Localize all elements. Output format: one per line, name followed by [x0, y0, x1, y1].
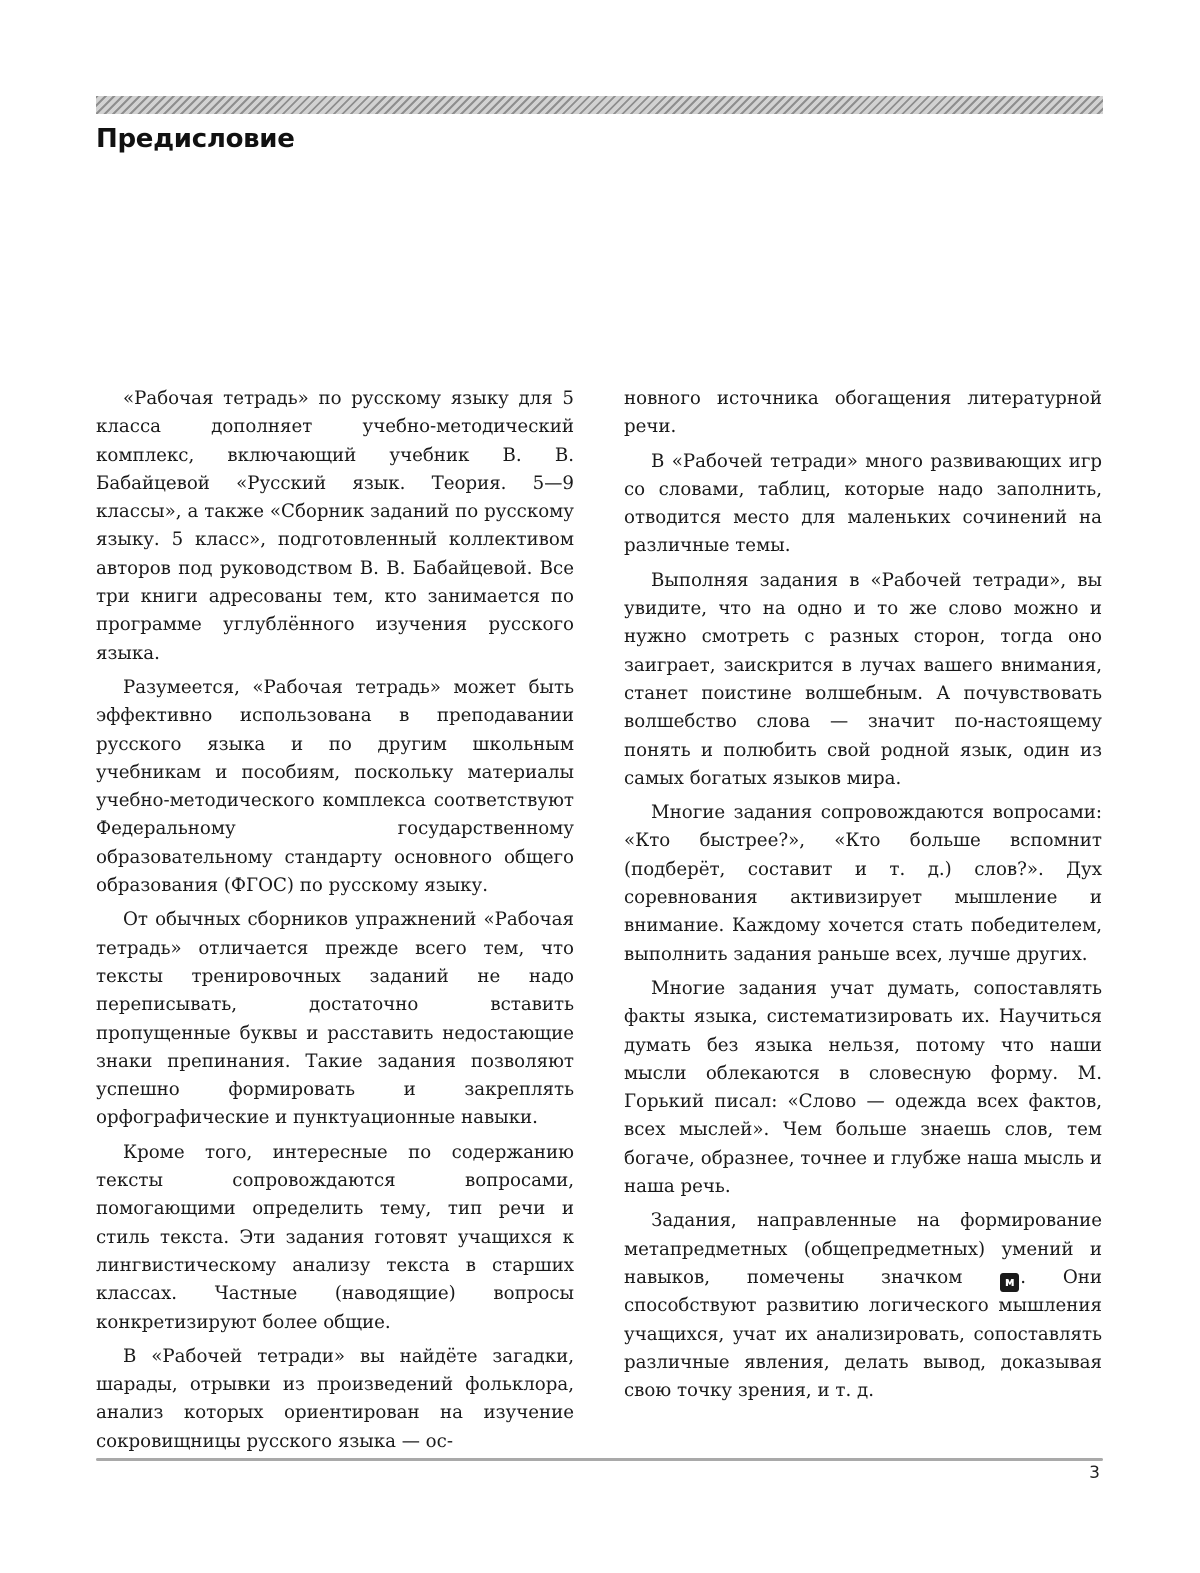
paragraph-difference: От обычных сборников упражнений «Рабочая тетрадь» отличается прежде всего тем, что тексты тренировочных заданий не надо переписывать, достаточно вставить пропущенные буквы и расставить недостающие знаки препинания. Такие задания позволяют успешно формировать и закреплять орфографические и пунктуационные навыки. [96, 909, 574, 1129]
header-hatched-band [96, 96, 1103, 114]
paragraph-metasubject [624, 1207, 1102, 1405]
text-column-right [624, 385, 1102, 1405]
paragraph-texts: Кроме того, интересные по содержанию тексты сопровождаются вопросами, помогающими определить тему, тип речи и стиль текста. Эти задания готовят учащихся к лингвистическому анализу текста в старших классах. Частные (наводящие) вопросы конкретизируют более общие. [96, 1141, 574, 1333]
paragraph-thinking: Многие задания учат думать, сопоставлять факты языка, систематизировать их. Научиться думать без языка нельзя, потому что наши мысли облекаются в словесную форму. М. Горький писал: «Слово — одежда всех фактов, всех мыслей». Чем больше знаешь слов, тем богаче, образнее, точнее и глубже наша мысль и наша речь. [624, 977, 1102, 1198]
paragraph-intro: «Рабочая тетрадь» по русскому языку для 5 класса дополняет учебно-методический комплекс, включающий учебник В. В. Бабайцевой «Русский язык. Теория. 5—9 классы», а также «Сборник заданий по русскому языку. 5 класс», подготовленный коллективом авторов под руководством В. В. Бабайцевой. Все три книги адресованы тем, кто занимается по программе углублённого изучения русского языка. [96, 388, 574, 664]
metasubject-text-end: . Они способствуют развитию логического мышления учащихся, учат их анализировать, сопоставлять различные явления, делать вывод, доказывая свою точку зрения, и т. д. [624, 1266, 1102, 1402]
paragraph-magic: Выполняя задания в «Рабочей тетради», вы увидите, что на одно и то же слово можно и нужно смотреть с разных сторон, тогда оно заиграет, заискрится в лучах вашего внимания, станет поистине волшебным. А почувствовать волшебство слова — значит по-настоящему понять и полюбить свой родной язык, один из самых богатых языков мира. [624, 569, 1102, 789]
page-title: Предисловие [96, 124, 295, 154]
metasubject-m-icon: м [1000, 1273, 1019, 1292]
paragraph-games: В «Рабочей тетради» много развивающих игр со словами, таблиц, которые надо заполнить, отводится место для маленьких сочинений на различные темы. [624, 450, 1102, 557]
paragraph-riddles: В «Рабочей тетради» вы найдёте загадки, шарады, отрывки из произведений фольклора, анализ которых ориентирован на изучение сокровищницы русского языка — ос- [96, 1345, 574, 1452]
footer-rule [96, 1458, 1103, 1461]
page-number: 3 [1089, 1463, 1100, 1483]
text-column-left [96, 385, 574, 1456]
paragraph-usage: Разумеется, «Рабочая тетрадь» может быть эффективно использована в преподавании русского языка и по другим школьным учебникам и пособиям, поскольку материалы учебно-методического комплекса соответствуют Федеральному государственному образовательному стандарту основного общего образования (ФГОС) по русскому языку. [96, 676, 574, 897]
paragraph-riddles-continued: новного источника обогащения литературной речи. [624, 388, 1102, 438]
metasubject-text-start: Задания, направленные на формирование метапредметных (общепредметных) умений и навыков, помечены значком [624, 1210, 1102, 1288]
paragraph-competition: Многие задания сопровождаются вопросами: «Кто быстрее?», «Кто больше вспомнит (подберёт, составит и т. д.) слов?». Дух соревнования активизирует мышление и внимание. Каждому хочется стать победителем, выполнить задания раньше всех, лучше других. [624, 802, 1102, 965]
